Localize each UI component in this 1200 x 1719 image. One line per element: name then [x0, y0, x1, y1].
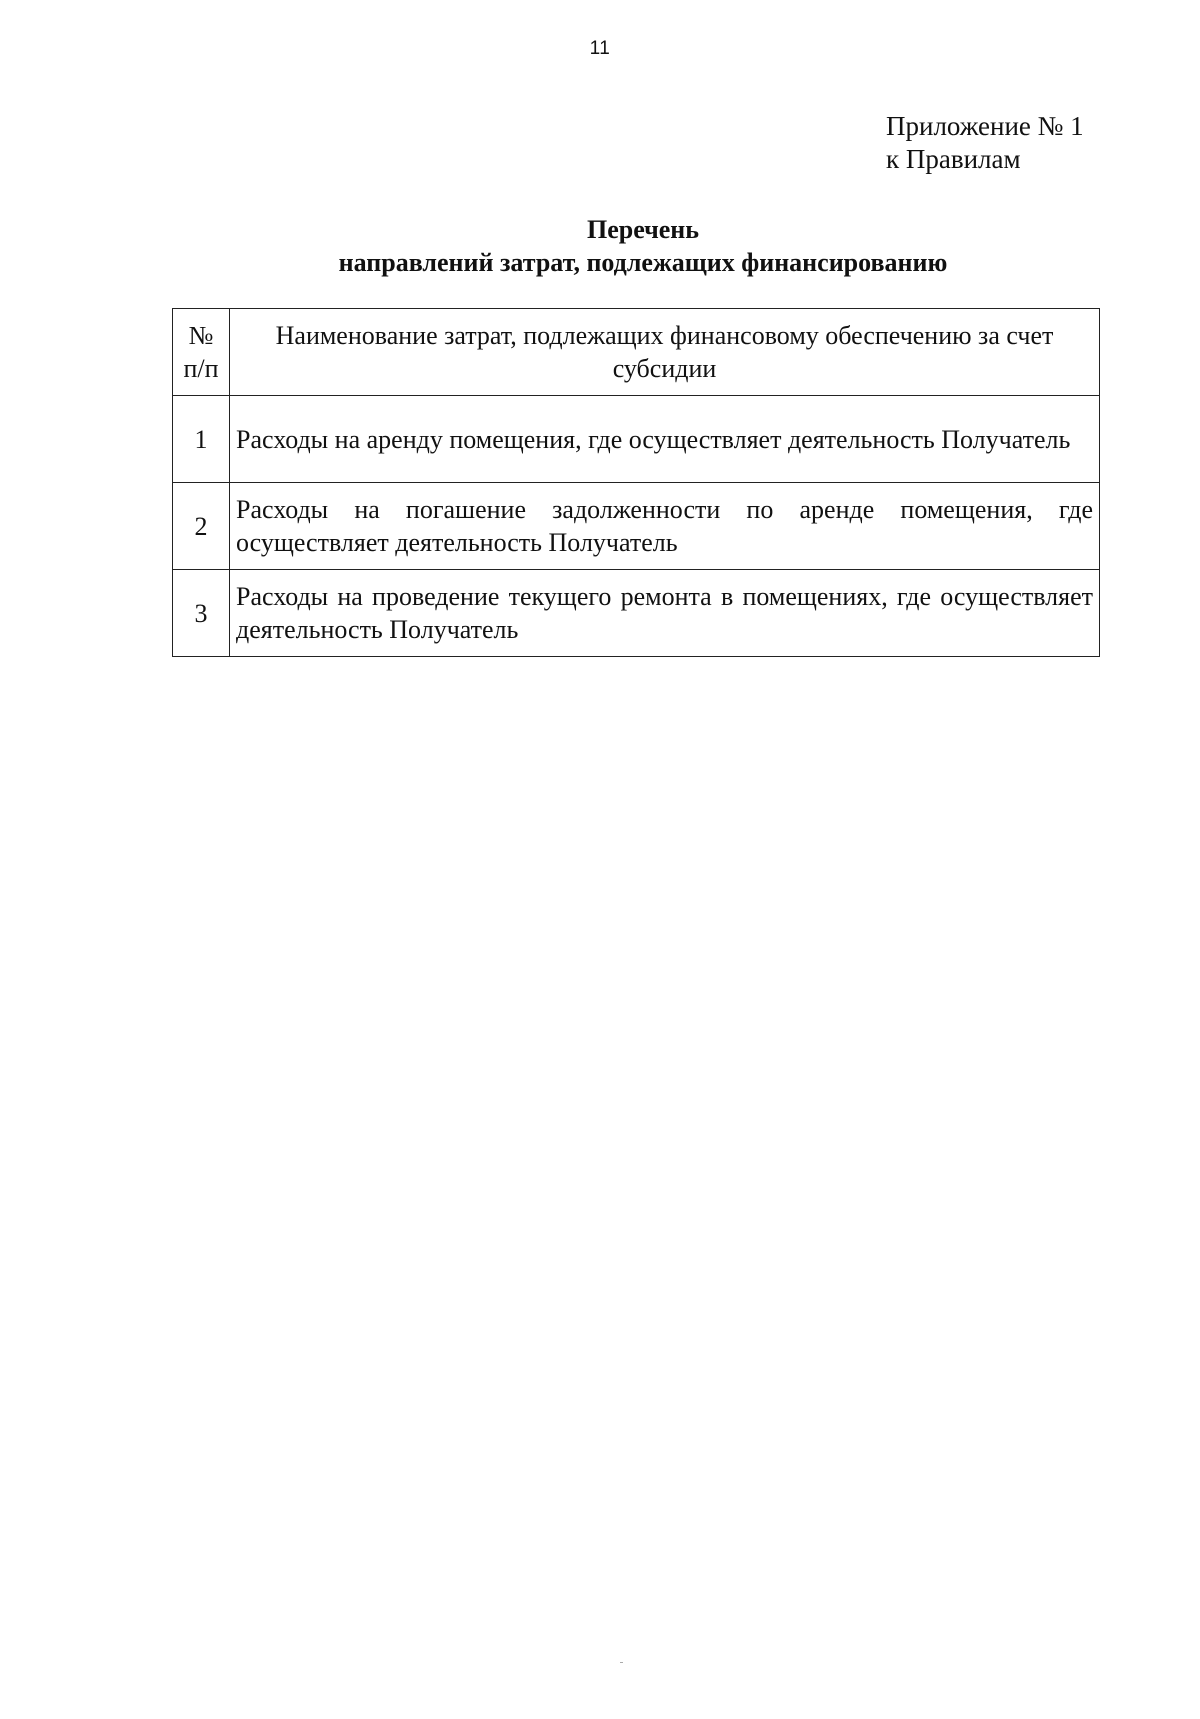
appendix-subtitle: к Правилам	[886, 144, 1021, 174]
row-number: 3	[173, 570, 230, 657]
row-number: 2	[173, 483, 230, 570]
cost-directions-table	[172, 308, 1100, 657]
header-number-sign: №	[188, 321, 214, 350]
heading-subtitle: направлений затрат, подлежащих финансированию	[338, 248, 948, 277]
appendix-title: Приложение № 1	[886, 111, 1084, 141]
heading-title: Перечень	[586, 215, 700, 244]
table-row	[173, 396, 1100, 483]
header-number-abbr: п/п	[183, 354, 219, 383]
header-number-cell	[173, 309, 230, 396]
table-row	[173, 483, 1100, 570]
row-number: 1	[173, 396, 230, 483]
row-cost-name: Расходы на проведение текущего ремонта в помещениях, где осуществляет деятельность Получатель	[230, 570, 1100, 657]
header-name-cell: Наименование затрат, подлежащих финансовому обеспечению за счет субсидии	[230, 309, 1100, 396]
row-cost-name: Расходы на погашение задолженности по аренде помещения, где осуществляет деятельность Получатель	[230, 483, 1100, 570]
row-cost-name: Расходы на аренду помещения, где осуществляет деятельность Получатель	[230, 396, 1100, 483]
page-number: 11	[589, 38, 611, 59]
scan-speck	[620, 1662, 623, 1663]
table-header-row	[173, 309, 1100, 396]
appendix-reference	[886, 110, 1084, 176]
document-heading	[0, 213, 1200, 279]
table-row	[173, 570, 1100, 657]
